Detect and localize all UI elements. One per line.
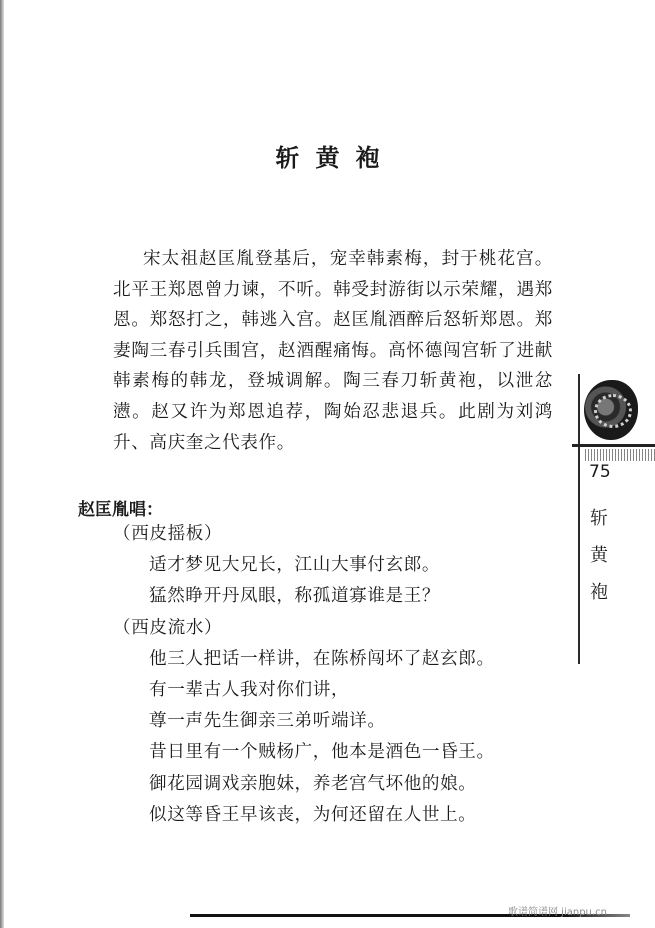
side-tab-hatch (585, 449, 655, 461)
side-tab-rule (572, 444, 655, 447)
lyric-line: 御花园调戏亲胞妹，养老宫气坏他的娘。 (149, 773, 477, 794)
page-number: 75 (589, 462, 611, 482)
mode-label: （西皮流水） (113, 617, 223, 638)
side-tab-title: 斩黄袍 (590, 508, 608, 603)
watermark: 歌谱简谱网 jianpu.cn (508, 907, 607, 918)
lyric-line: 似这等昏王早该丧，为何还留在人世上。 (149, 804, 477, 825)
lyric-line: 猛然睁开丹凤眼，称孤道寡谁是王？ (149, 586, 441, 607)
lyric-line: 他三人把话一样讲，在陈桥闯坏了赵玄郎。 (149, 648, 495, 669)
page-title: 斩黄袍 (275, 143, 396, 172)
lyric-line: 尊一声先生御亲三弟听端详。 (149, 711, 386, 732)
opera-mask-icon (584, 380, 638, 440)
singer-label: 赵匡胤唱： (78, 500, 163, 520)
intro-text: 宋太祖赵匡胤登基后，宠幸韩素梅，封于桃花宫。北平王郑恩曾力谏，不听。韩受封游街以示荣耀，遇郑恩。郑怒打之，韩逃入宫。赵匡胤酒醉后怒斩郑恩。郑妻陶三春引兵围宫，赵酒醒痛悔。高怀德闯宫斩了进献韩素梅的韩龙，登城调解。陶三春刀斩黄袍，以泄忿懑。赵又许为郑恩追荐，陶始忍悲退兵。此剧为刘鸿升、高庆奎之代表作。 (113, 249, 553, 453)
lyrics-block (113, 519, 553, 831)
lyric-line: 昔日里有一个贼杨广，他本是酒色一昏王。 (149, 742, 495, 763)
intro-paragraph (113, 244, 553, 458)
mode-label: （西皮摇板） (113, 524, 223, 544)
side-tab-divider (578, 374, 580, 664)
lyric-line: 适才梦见大兄长，江山大事付玄郎。 (149, 555, 441, 576)
lyric-line: 有一辈古人我对你们讲， (149, 679, 350, 700)
